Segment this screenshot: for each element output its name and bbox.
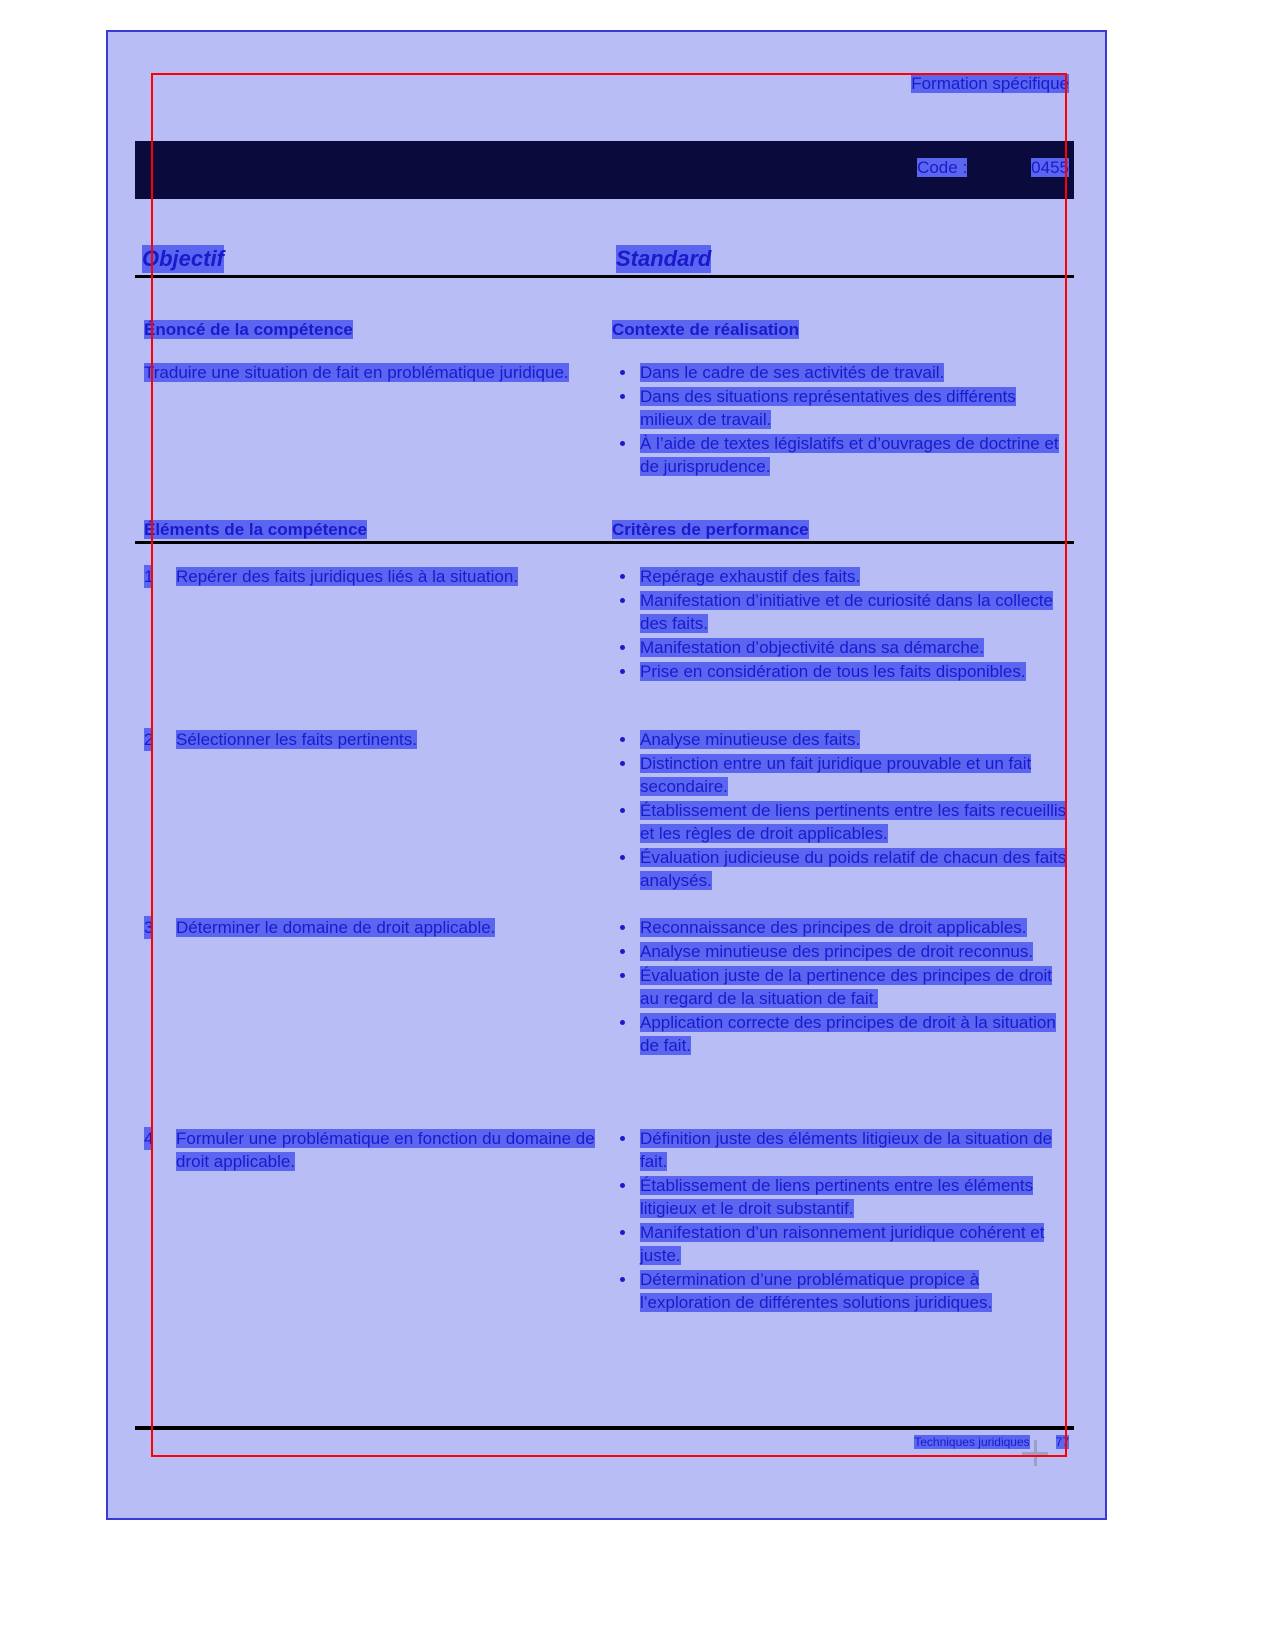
bullet-icon [620,855,625,860]
list-item [144,565,599,588]
bullet-icon [620,808,625,813]
element-1-label: Repérer des faits juridiques liés à la situation. [176,567,519,586]
bullet-icon [620,1277,625,1282]
element-4-label: Formuler une problématique en fonction du domaine de droit applicable. [176,1129,595,1171]
list-item: Établissement de liens pertinents entre les éléments litigieux et le droit substantif. [612,1174,1067,1220]
enonce-heading: Énoncé de la compétence [144,320,353,339]
list-item: Analyse minutieuse des principes de droit reconnus. [612,940,1067,963]
list-item: Évaluation judicieuse du poids relatif de chacun des faits analysés. [612,846,1067,892]
element-1 [144,565,599,588]
list-item [144,1127,599,1173]
criteres-heading: Critères de performance [612,520,809,539]
footer-page-number: 77 [1055,1435,1069,1449]
bullet-icon [620,574,625,579]
bullet-icon [620,761,625,766]
list-item: Définition juste des éléments litigieux de la situation de fait. [612,1127,1067,1173]
footer-program: Techniques juridiques [914,1435,1030,1449]
list-item: Manifestation d’un raisonnement juridique cohérent et juste. [612,1221,1067,1267]
element-2-number: 2 [144,730,154,749]
list-item: Dans le cadre de ses activités de travail. [612,361,1067,384]
document-page [106,30,1107,1520]
list-item: Établissement de liens pertinents entre les faits recueillis et les règles de droit applicables. [612,799,1067,845]
bullet-icon [620,394,625,399]
element-3-label-block [144,916,599,939]
list-item: Prise en considération de tous les faits disponibles. [612,660,1067,683]
list-item: Distinction entre un fait juridique prouvable et un fait secondaire. [612,752,1067,798]
element-4 [144,1127,599,1173]
element-1-criteres [612,565,1067,684]
code-value: 0455 [1031,158,1069,177]
header-formation-line [153,73,1069,95]
contexte-block [612,318,1067,479]
list-item: Manifestation d’initiative et de curiosité dans la collecte des faits. [612,589,1067,635]
element-3-label: Déterminer le domaine de droit applicable. [176,918,496,937]
bullet-icon [620,1136,625,1141]
list-item: Analyse minutieuse des faits. [612,728,1067,751]
element-4-number: 4 [144,1129,154,1148]
bullet-icon [620,645,625,650]
list-item: Reconnaissance des principes de droit applicables. [612,916,1067,939]
element-4-criteres [612,1127,1067,1315]
enonce-block [144,318,599,384]
bullet-icon [620,925,625,930]
list-item: Détermination d’une problématique propice à l’exploration de différentes solutions juridiques. [612,1268,1067,1314]
element-3 [144,916,599,939]
elements-heading: Éléments de la compétence [144,520,367,539]
heading-standard: Standard [616,246,712,271]
list-item: Évaluation juste de la pertinence des principes de droit au regard de la situation de fait. [612,964,1067,1010]
element-1-label-block [144,565,599,588]
bullet-icon [620,1183,625,1188]
bullet-icon [620,949,625,954]
element-2-criteres [612,728,1067,893]
element-2-label-block [144,728,599,751]
bullet-icon [620,1230,625,1235]
rule-under-headings [135,275,1074,278]
element-2 [144,728,599,751]
crop-mark-icon [1022,1440,1048,1466]
element-3-criteres [612,916,1067,1058]
code-label: Code : [917,158,968,177]
list-item [144,916,599,939]
enonce-text: Traduire une situation de fait en problématique juridique. [144,363,569,382]
element-2-label: Sélectionner les faits pertinents. [176,730,417,749]
list-item [144,728,599,751]
list-item: Manifestation d’objectivité dans sa démarche. [612,636,1067,659]
bullet-icon [620,370,625,375]
bullet-icon [620,973,625,978]
element-3-number: 3 [144,918,154,937]
contexte-list [612,361,1067,478]
heading-objectif: Objectif [142,246,224,271]
bullet-icon [620,737,625,742]
bullet-icon [620,598,625,603]
element-1-number: 1 [144,567,154,586]
rule-under-subheadings [135,541,1074,544]
footer [602,1434,1069,1450]
bullet-icon [620,441,625,446]
element-4-label-block [144,1127,599,1173]
footer-rule [135,1426,1074,1430]
list-item: Dans des situations représentatives des différents milieux de travail. [612,385,1067,431]
contexte-heading: Contexte de réalisation [612,320,800,339]
code-row [917,157,1069,179]
bullet-icon [620,1020,625,1025]
bullet-icon [620,669,625,674]
list-item: Application correcte des principes de droit à la situation de fait. [612,1011,1067,1057]
list-item: Repérage exhaustif des faits. [612,565,1067,588]
list-item: À l’aide de textes législatifs et d’ouvrages de doctrine et de jurisprudence. [612,432,1067,478]
title-band [135,141,1074,199]
header-formation-text: Formation spécifique [911,74,1069,93]
